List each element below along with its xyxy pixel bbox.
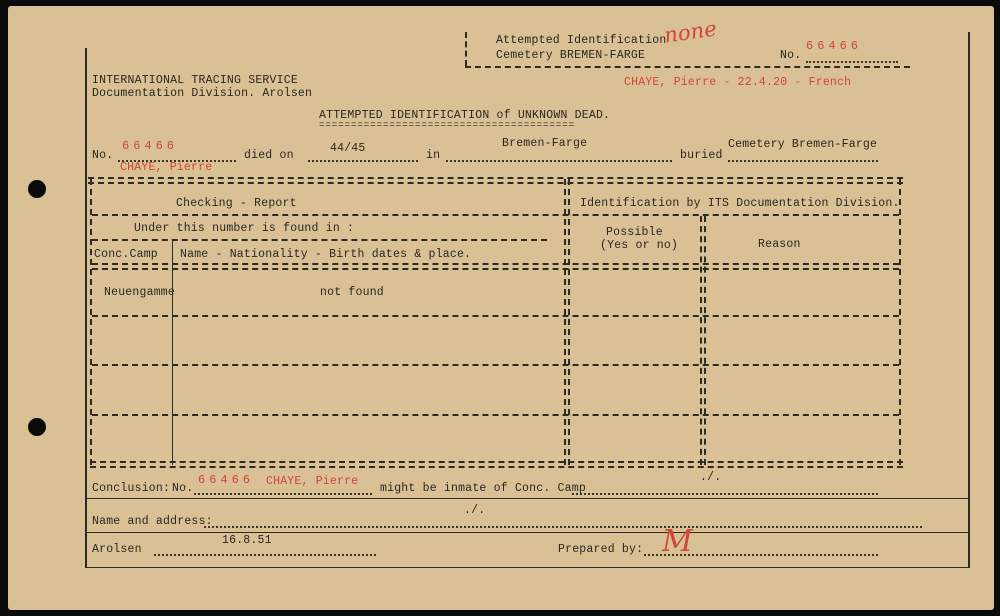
place-date-dots bbox=[154, 554, 376, 556]
conclusion-camp-dots bbox=[572, 493, 878, 495]
prepared-by-initial: M bbox=[662, 524, 693, 559]
punch-hole-top bbox=[28, 180, 46, 198]
person-details-stamp: CHAYE, Pierre - 22.4.20 - French bbox=[624, 76, 852, 89]
conclusion-name: CHAYE, Pierre bbox=[266, 475, 359, 488]
conc-camp-header: Conc.Camp bbox=[94, 248, 158, 261]
attempted-identification-label: Attempted Identification bbox=[496, 34, 667, 47]
table-top-border bbox=[88, 177, 903, 184]
frame-left-line bbox=[85, 48, 87, 568]
row1-name-value: not found bbox=[320, 286, 384, 299]
possible-label: Possible bbox=[606, 226, 663, 239]
table-camp-divider bbox=[172, 239, 173, 465]
record-no-label: No. bbox=[92, 149, 114, 162]
name-address-mark: ./. bbox=[464, 504, 486, 517]
table-bottom-border bbox=[90, 461, 903, 468]
id-box-bottom-dash bbox=[465, 66, 910, 68]
prepared-by-label: Prepared by: bbox=[558, 543, 644, 556]
id-box-left-dash bbox=[465, 32, 467, 66]
identification-header: Identification by ITS Documentation Division. bbox=[580, 197, 900, 210]
under-number-label: Under this number is found in : bbox=[134, 222, 355, 235]
table-columns-divider bbox=[92, 263, 899, 270]
record-no-value: 66466 bbox=[122, 139, 179, 153]
buried-label: buried bbox=[680, 149, 723, 162]
document-title-underline: ======================================== bbox=[319, 120, 576, 130]
conclusion-rule bbox=[85, 498, 970, 499]
name-address-rule bbox=[85, 532, 970, 533]
place-dots bbox=[446, 160, 672, 162]
frame-right-line bbox=[968, 32, 970, 568]
table-row-divider-1 bbox=[92, 315, 899, 317]
prepared-by-dots bbox=[644, 554, 878, 556]
died-label: died on bbox=[244, 149, 294, 162]
header-no-label: No. bbox=[780, 49, 802, 62]
checking-report-header: Checking - Report bbox=[176, 197, 297, 210]
table-row-divider-3 bbox=[92, 414, 899, 416]
table-mid-divider-b bbox=[568, 179, 570, 465]
table-row-divider-2 bbox=[92, 364, 899, 366]
buried-value: Cemetery Bremen-Farge bbox=[728, 138, 878, 151]
row1-camp-value: Neuengamme bbox=[104, 286, 176, 299]
conclusion-number: 66466 bbox=[198, 473, 255, 487]
record-name-stamp: CHAYE, Pierre bbox=[120, 161, 213, 174]
org-line-2: Documentation Division. Arolsen bbox=[92, 87, 313, 100]
name-nationality-header: Name - Nationality - Birth dates & place. bbox=[180, 248, 472, 261]
yes-or-no-label: (Yes or no) bbox=[600, 239, 679, 252]
attempted-handwritten-note: none bbox=[662, 16, 719, 48]
died-value: 44/45 bbox=[330, 142, 366, 155]
inmate-text: might be inmate of Conc. Camp bbox=[380, 482, 586, 495]
table-subheader-divider bbox=[92, 239, 547, 241]
in-label: in bbox=[426, 149, 441, 162]
header-no-value: 66466 bbox=[806, 39, 863, 53]
reason-header: Reason bbox=[758, 238, 801, 251]
name-address-label: Name and address: bbox=[92, 515, 213, 528]
table-reason-divider bbox=[700, 216, 702, 465]
punch-hole-bottom bbox=[28, 418, 46, 436]
org-line-1: INTERNATIONAL TRACING SERVICE bbox=[92, 74, 298, 87]
died-dots bbox=[308, 160, 418, 162]
table-mid-divider bbox=[564, 179, 566, 465]
conclusion-label: Conclusion: bbox=[92, 482, 171, 495]
conclusion-no-dots bbox=[194, 493, 372, 495]
table-reason-divider-b bbox=[704, 216, 706, 465]
document-title: ATTEMPTED IDENTIFICATION of UNKNOWN DEAD. bbox=[319, 109, 611, 122]
cemetery-label: Cemetery BREMEN-FARGE bbox=[496, 49, 646, 62]
table-left-border bbox=[90, 179, 92, 465]
table-header-divider bbox=[92, 214, 899, 216]
date-value: 16.8.51 bbox=[222, 534, 272, 547]
table-right-border bbox=[899, 179, 901, 465]
place-label: Arolsen bbox=[92, 543, 142, 556]
conclusion-no-label: No. bbox=[172, 482, 194, 495]
name-address-dots bbox=[204, 526, 922, 528]
itс-document-card bbox=[8, 6, 994, 610]
buried-dots bbox=[728, 160, 878, 162]
header-no-dots bbox=[806, 61, 898, 63]
place-value: Bremen-Farge bbox=[502, 137, 588, 150]
conclusion-mark: ./. bbox=[700, 471, 722, 484]
frame-bottom-line bbox=[85, 567, 970, 568]
